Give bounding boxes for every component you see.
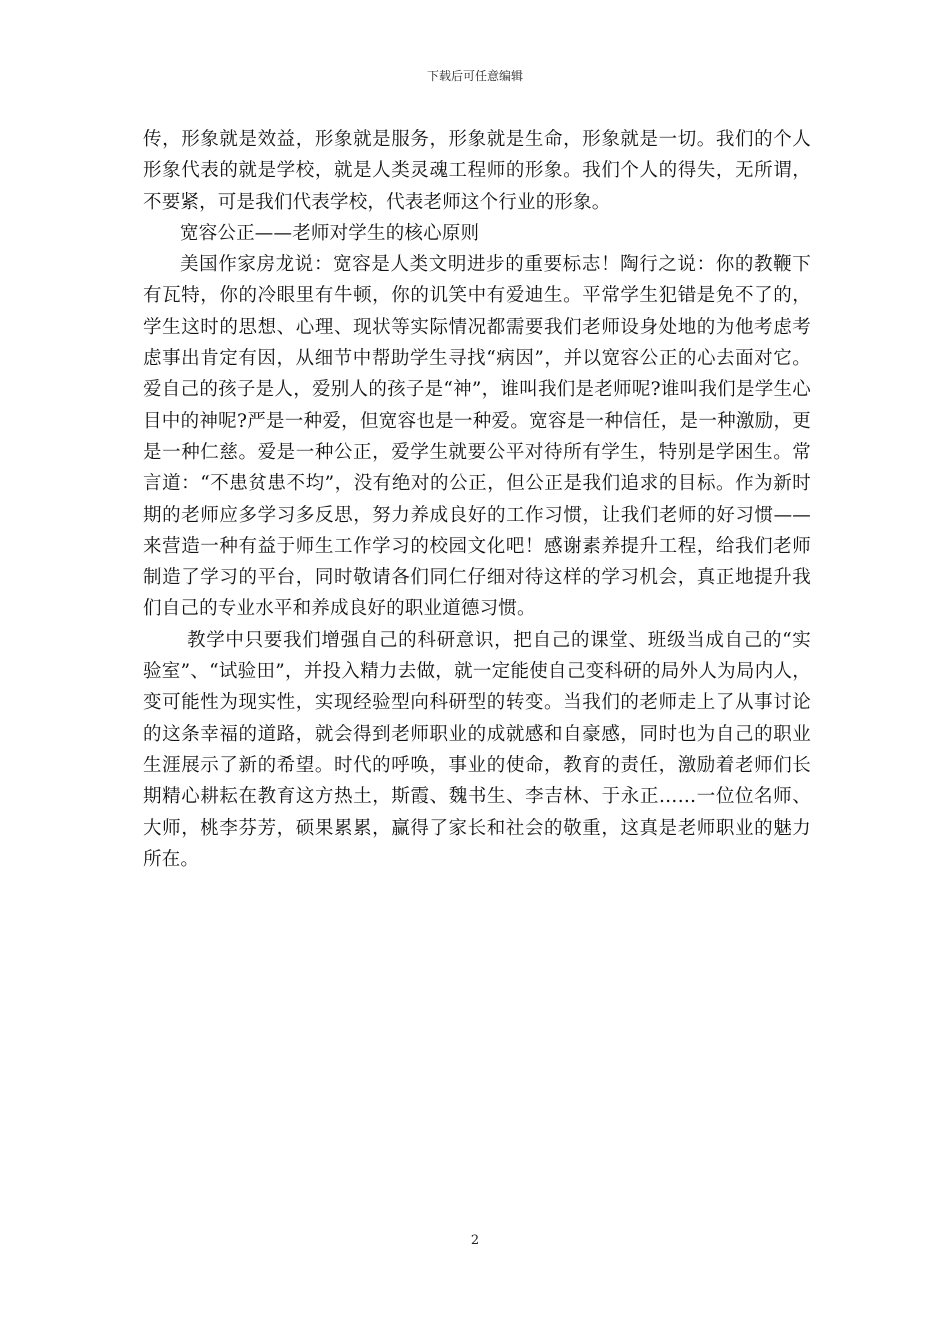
paragraph-continuation: 传，形象就是效益，形象就是服务，形象就是生命，形象就是一切。我们的个人形象代表的就是学校，就是人类灵魂工程师的形象。我们个人的得失，无所谓，不要紧，可是我们代表学校，代表老师这个行业的形象。: [143, 129, 811, 213]
paragraph-research: 教学中只要我们增强自己的科研意识，把自己的课堂、班级当成自己的“实验室”、“试验田”，并投入精力去做，就一定能使自己变科研的局外人为局内人，变可能性为现实性，实现经验型向科研型的转变。当我们的老师走上了从事讨论的这条幸福的道路，就会得到老师职业的成就感和自豪感，同时也为自己的职业生涯展示了新的希望。时代的呼唤，事业的使命，教育的责任，激励着老师们长期精心耕耘在教育这方热土，斯霞、魏书生、李吉林、于永正……一位位名师、大师，桃李芬芳，硕果累累，赢得了家长和社会的敬重，这真是老师职业的魅力所在。: [143, 629, 811, 870]
section-heading: 宽容公正——老师对学生的核心原则: [180, 222, 480, 244]
page-header-note: 下载后可任意编辑: [426, 69, 523, 83]
paragraph-tolerance: 美国作家房龙说：宽容是人类文明进步的重要标志！陶行之说：你的教鞭下有瓦特，你的冷眼里有牛顿，你的讥笑中有爱迪生。平常学生犯错是免不了的，学生这时的思想、心理、现状等实际情况都需要我们老师设身处地的为他考虑考虑事出肯定有因，从细节中帮助学生寻找“病因”，并以宽容公正的心去面对它。爱自己的孩子是人，爱别人的孩子是“神”，谁叫我们是老师呢?谁叫我们是学生心目中的神呢?严是一种爱，但宽容也是一种爱。宽容是一种信任，是一种激励，更是一种仁慈。爱是一种公正，爱学生就要公平对待所有学生，特别是学困生。常言道：“不患贫患不均”，没有绝对的公正，但公正是我们追求的目标。作为新时期的老师应多学习多反思，努力养成良好的工作习惯，让我们老师的好习惯——来营造一种有益于师生工作学习的校园文化吧！感谢素养提升工程，给我们老师制造了学习的平台，同时敬请各们同仁仔细对待这样的学习机会，真正地提升我们自己的专业水平和养成良好的职业道德习惯。: [143, 254, 811, 620]
page-number: 2: [470, 1233, 480, 1248]
document-body: [143, 124, 811, 875]
